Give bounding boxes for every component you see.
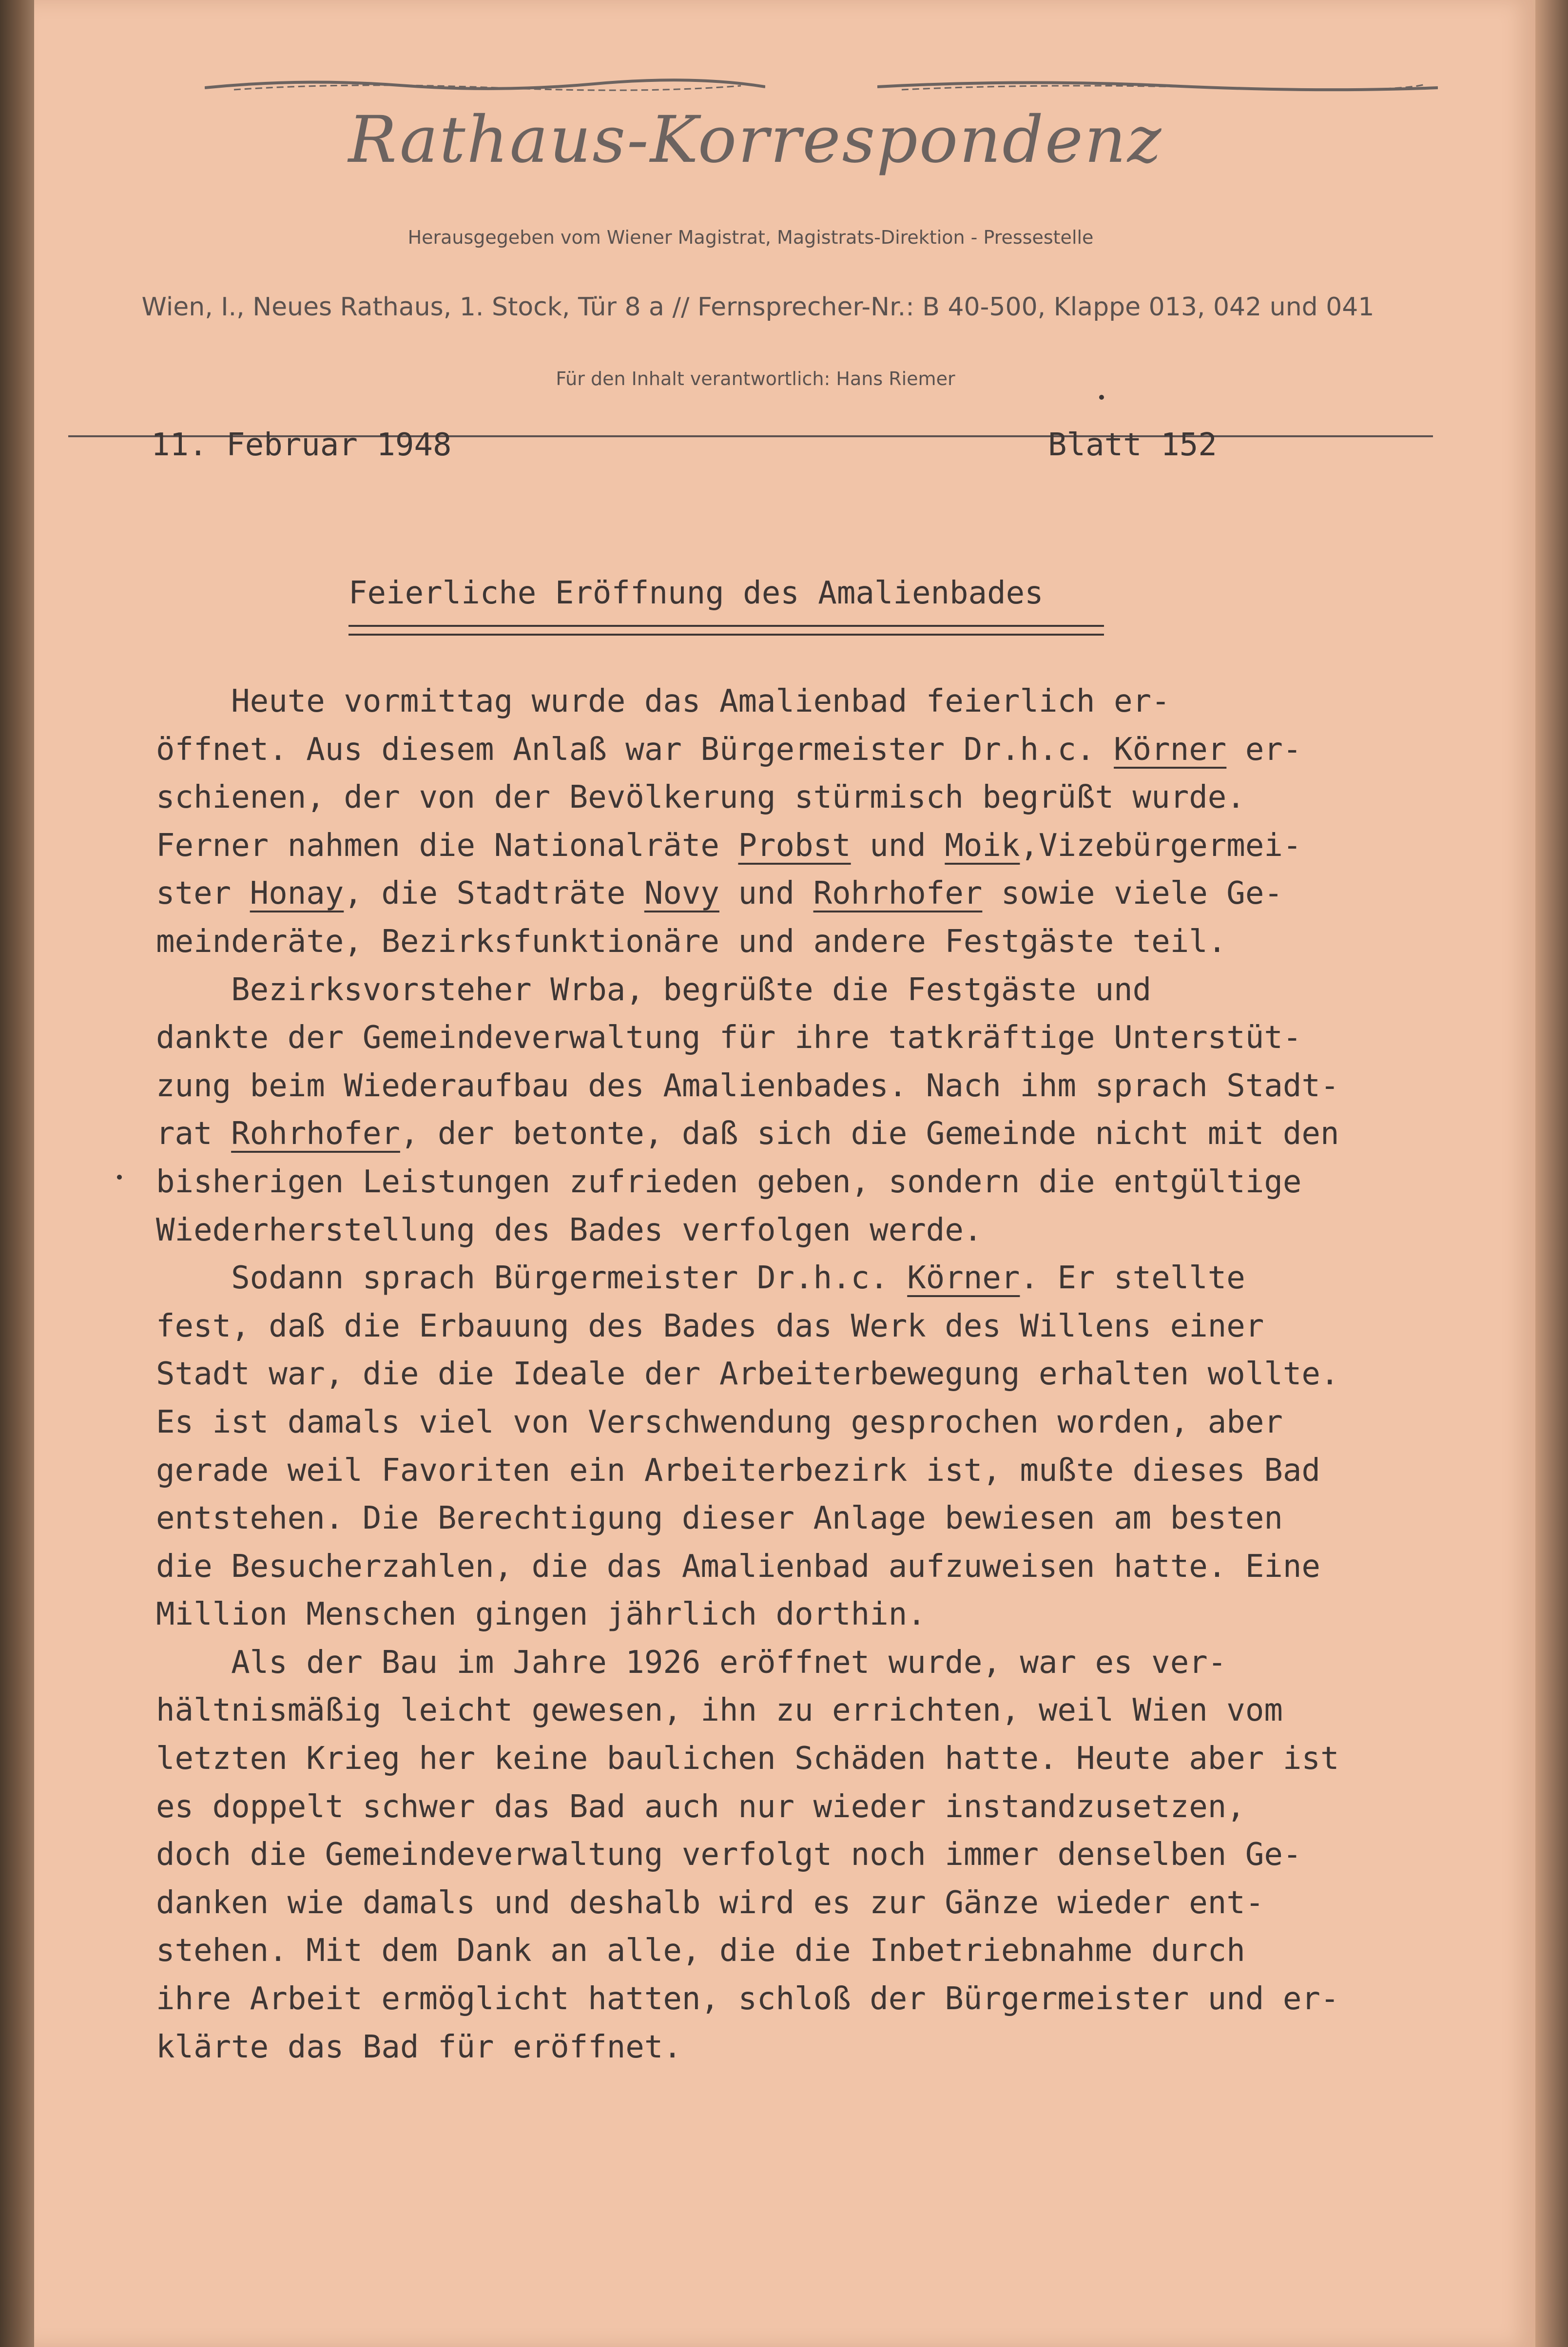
underlined-name: Novy (644, 875, 719, 912)
text-segment: ihre Arbeit ermöglicht hatten, schloß der Bürgermeister und er- (156, 1981, 1339, 2017)
text-segment: entstehen. Die Berechtigung dieser Anlage bewiesen am besten (156, 1500, 1283, 1537)
text-line (156, 918, 1339, 966)
article-body (156, 678, 1339, 2071)
masthead-ornament-left (205, 73, 765, 97)
text-line (156, 1735, 1339, 1783)
text-segment: dankte der Gemeindeverwaltung für ihre tatkräftige Unterstüt- (156, 1020, 1302, 1056)
text-segment: Heute vormittag wurde das Amalienbad feierlich er- (156, 683, 1170, 719)
text-segment: meinderäte, Bezirksfunktionäre und andere Festgäste teil. (156, 923, 1227, 960)
masthead-ornament-right (877, 73, 1438, 97)
book-binding (0, 0, 34, 2347)
text-segment: bisherigen Leistungen zufrieden geben, sondern die entgültige (156, 1164, 1302, 1200)
address-line: Wien, I., Neues Rathaus, 1. Stock, Tür 8 a // Fernsprecher-Nr.: B 40-500, Klappe 013, 042 und 041 (141, 292, 1374, 322)
text-line (156, 678, 1339, 726)
text-line (156, 1639, 1339, 1687)
underlined-name: Körner (907, 1260, 1020, 1297)
text-segment: Million Menschen gingen jährlich dorthin. (156, 1596, 926, 1633)
publisher-line: Herausgegeben vom Wiener Magistrat, Magistrats-Direktion - Pressestelle (407, 227, 1094, 248)
text-line (156, 1447, 1339, 1495)
text-segment: Als der Bau im Jahre 1926 eröffnet wurde, war es ver- (156, 1644, 1227, 1681)
text-line (156, 870, 1339, 918)
underlined-name: Probst (738, 827, 851, 864)
underlined-name: Honay (250, 875, 344, 912)
masthead-title: Rathaus-Korrespondenz (348, 102, 1163, 177)
text-segment: und (719, 875, 813, 912)
text-line (156, 1927, 1339, 1975)
text-segment: öffnet. Aus diesem Anlaß war Bürgermeister Dr.h.c. (156, 731, 1114, 768)
text-line (156, 1110, 1339, 1158)
date: 11. Februar 1948 (151, 427, 452, 463)
text-line (156, 1302, 1339, 1351)
text-line (156, 1158, 1339, 1206)
text-segment: doch die Gemeindeverwaltung verfolgt noch immer denselben Ge- (156, 1837, 1302, 1873)
heading-double-underline (348, 625, 1104, 636)
text-segment: rat (156, 1116, 232, 1152)
text-segment: Es ist damals viel von Verschwendung gesprochen worden, aber (156, 1404, 1283, 1440)
text-segment: und (851, 827, 945, 864)
text-line (156, 2023, 1339, 2072)
underlined-name: Moik (945, 827, 1020, 864)
text-segment: gerade weil Favoriten ein Arbeiterbezirk ist, mußte dieses Bad (156, 1452, 1320, 1489)
text-line (156, 1350, 1339, 1398)
text-segment: sowie viele Ge- (982, 875, 1283, 912)
text-segment: er- (1226, 731, 1302, 768)
text-segment: , die Stadträte (344, 875, 644, 912)
text-line (156, 1831, 1339, 1879)
text-segment: Sodann sprach Bürgermeister Dr.h.c. (156, 1260, 908, 1297)
ink-dot (1099, 395, 1104, 400)
text-line (156, 1062, 1339, 1110)
text-line (156, 1014, 1339, 1062)
article-heading: Feierliche Eröffnung des Amalienbades (348, 575, 1044, 611)
text-segment: Stadt war, die die Ideale der Arbeiterbewegung erhalten wollte. (156, 1356, 1339, 1393)
underlined-name: Rohrhofer (813, 875, 983, 912)
text-segment: ,Vizebürgermei- (1020, 827, 1302, 864)
text-line (156, 1879, 1339, 1927)
text-segment: , der betonte, daß sich die Gemeinde nicht mit den (400, 1116, 1339, 1152)
underlined-name: Körner (1114, 731, 1227, 768)
text-line (156, 1398, 1339, 1447)
text-segment: stehen. Mit dem Dank an alle, die die Inbetriebnahme durch (156, 1933, 1245, 1969)
sheet-number: Blatt 152 (1048, 427, 1217, 463)
text-segment: Wiederherstellung des Bades verfolgen werde. (156, 1212, 983, 1248)
text-segment: es doppelt schwer das Bad auch nur wieder instandzusetzen, (156, 1788, 1245, 1825)
underlined-name: Rohrhofer (231, 1116, 400, 1152)
text-line (156, 1687, 1339, 1735)
text-line (156, 1494, 1339, 1543)
text-line (156, 966, 1339, 1014)
text-segment: Ferner nahmen die Nationalräte (156, 827, 738, 864)
text-segment: klärte das Bad für eröffnet. (156, 2029, 682, 2065)
text-line (156, 774, 1339, 822)
responsible-line: Für den Inhalt verantwortlich: Hans Riemer (556, 368, 955, 389)
text-segment: letzten Krieg her keine baulichen Schäden hatte. Heute aber ist (156, 1741, 1339, 1777)
text-line (156, 1543, 1339, 1591)
text-segment: ster (156, 875, 250, 912)
page-edge (1535, 0, 1568, 2347)
text-segment: . Er stellte (1020, 1260, 1245, 1297)
text-line (156, 726, 1339, 774)
text-line (156, 822, 1339, 870)
text-line (156, 1591, 1339, 1639)
text-segment: zung beim Wiederaufbau des Amalienbades. Nach ihm sprach Stadt- (156, 1067, 1339, 1104)
margin-mark (117, 1175, 122, 1180)
text-line (156, 1254, 1339, 1302)
text-line (156, 1975, 1339, 2023)
text-segment: danken wie damals und deshalb wird es zur Gänze wieder ent- (156, 1884, 1264, 1921)
text-segment: die Besucherzahlen, die das Amalienbad aufzuweisen hatte. Eine (156, 1548, 1320, 1585)
text-segment: Bezirksvorsteher Wrba, begrüßte die Festgäste und (156, 971, 1152, 1008)
text-line (156, 1783, 1339, 1831)
text-line (156, 1206, 1339, 1255)
text-segment: fest, daß die Erbauung des Bades das Werk des Willens einer (156, 1308, 1264, 1344)
text-segment: hältnismäßig leicht gewesen, ihn zu errichten, weil Wien vom (156, 1692, 1283, 1729)
text-segment: schienen, der von der Bevölkerung stürmisch begrüßt wurde. (156, 779, 1245, 816)
